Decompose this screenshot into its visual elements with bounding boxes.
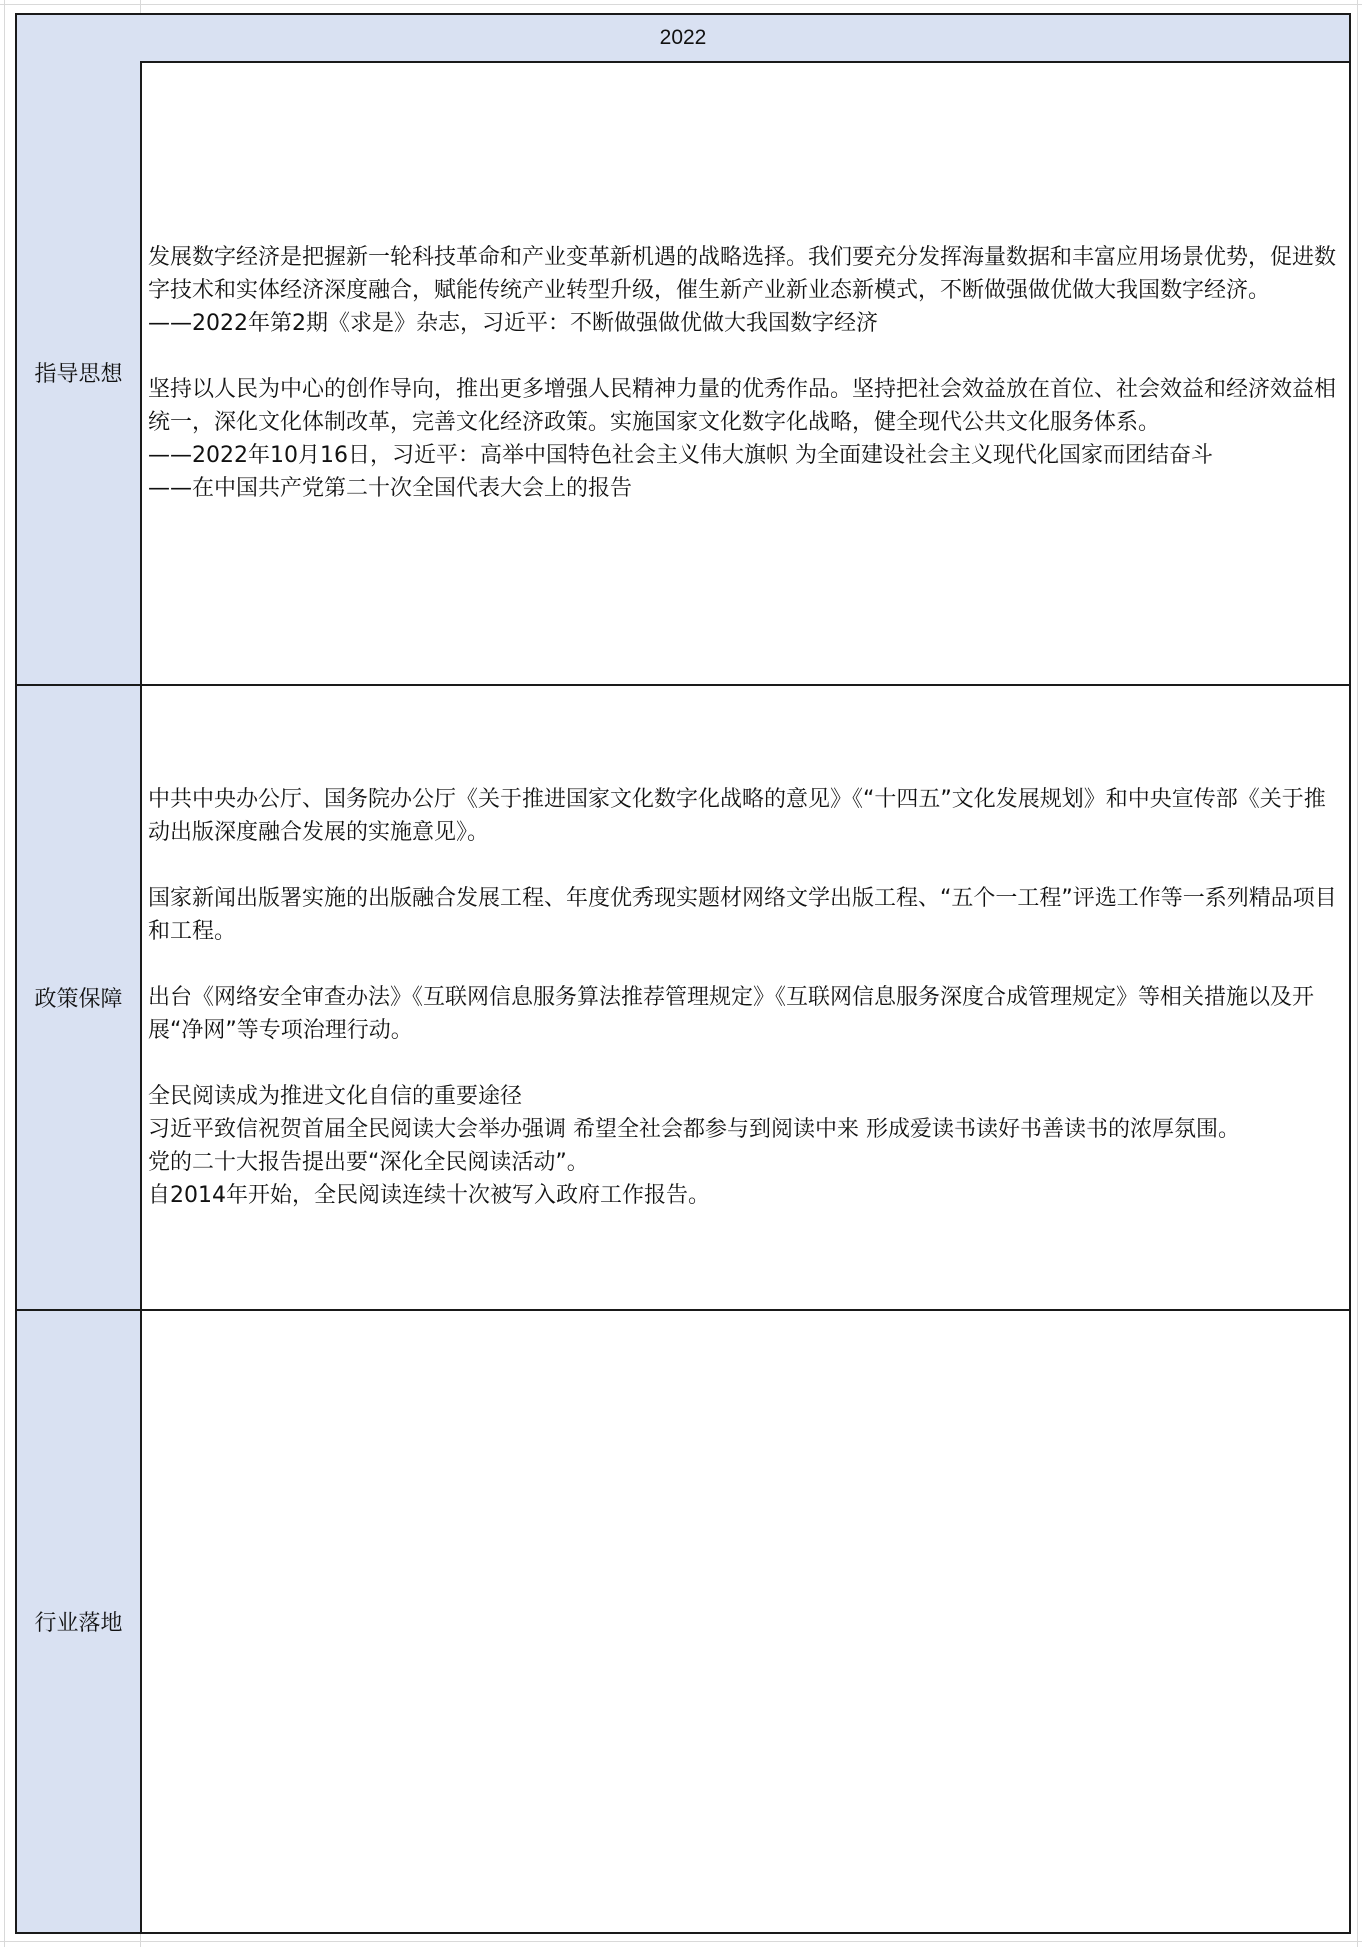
year-header-text: 2022	[659, 26, 707, 49]
row-label: 指导思想	[34, 362, 123, 387]
row-content-cell[interactable]	[142, 61, 1349, 684]
spacer	[148, 340, 1343, 373]
citation: ——2022年10月16日，习近平：高举中国特色社会主义伟大旗帜 为全面建设社会主义现代化国家而团结奋斗	[148, 442, 1213, 468]
row-content-cell[interactable]	[142, 1311, 1349, 1932]
table-row-industry-implementation	[17, 1311, 1349, 1932]
citation: ——在中国共产党第二十次全国代表大会上的报告	[148, 475, 633, 501]
paragraph: 党的二十大报告提出要“深化全民阅读活动”。	[148, 1150, 589, 1175]
paragraph: 自2014年开始，全民阅读连续十次被写入政府工作报告。	[148, 1183, 710, 1208]
year-header-cell[interactable]	[17, 15, 1349, 63]
gridline	[0, 4, 1362, 5]
paragraph: 出台《网络安全审查办法》《互联网信息服务算法推荐管理规定》《互联网信息服务深度合成管理规定》等相关措施以及开展“净网”等专项治理行动。	[148, 985, 1315, 1043]
gridline	[4, 0, 5, 1947]
row-label: 行业落地	[34, 1611, 123, 1636]
gridline	[0, 1941, 1362, 1942]
row-label-cell[interactable]	[17, 1311, 142, 1932]
paragraph: 习近平致信祝贺首届全民阅读大会举办强调 希望全社会都参与到阅读中来 形成爱读书读好书善读书的浓厚氛围。	[148, 1117, 1240, 1142]
paragraph: 坚持以人民为中心的创作导向，推出更多增强人民精神力量的优秀作品。坚持把社会效益放在首位、社会效益和经济效益相统一，深化文化体制改革，完善文化经济政策。实施国家文化数字化战略，健全现代公共文化服务体系。	[148, 376, 1337, 435]
row-label: 政策保障	[34, 987, 123, 1012]
row-content-cell[interactable]	[142, 686, 1349, 1309]
paragraph: 发展数字经济是把握新一轮科技革命和产业变革新机遇的战略选择。我们要充分发挥海量数据和丰富应用场景优势，促进数字技术和实体经济深度融合，赋能传统产业转型升级，催生新产业新业态新模式，不断做强做优做大我国数字经济。	[148, 244, 1337, 303]
spacer	[148, 1047, 1343, 1080]
policy-table	[15, 13, 1351, 1934]
table-row-policy-support	[17, 686, 1349, 1311]
paragraph: 国家新闻出版署实施的出版融合发展工程、年度优秀现实题材网络文学出版工程、“五个一工程”评选工作等一系列精品项目和工程。	[148, 886, 1337, 944]
row-label-cell[interactable]	[17, 686, 142, 1309]
gridline	[1357, 0, 1358, 1947]
table-row-guiding-thought	[17, 61, 1349, 686]
spacer	[148, 849, 1343, 882]
paragraph: 中共中央办公厅、国务院办公厅《关于推进国家文化数字化战略的意见》《“十四五”文化发展规划》和中央宣传部《关于推动出版深度融合发展的实施意见》。	[148, 787, 1326, 845]
paragraph: 全民阅读成为推进文化自信的重要途径	[148, 1084, 523, 1109]
spacer	[148, 948, 1343, 981]
citation: ——2022年第2期《求是》杂志，习近平：不断做强做优做大我国数字经济	[148, 310, 878, 336]
row-label-cell[interactable]	[17, 61, 142, 684]
